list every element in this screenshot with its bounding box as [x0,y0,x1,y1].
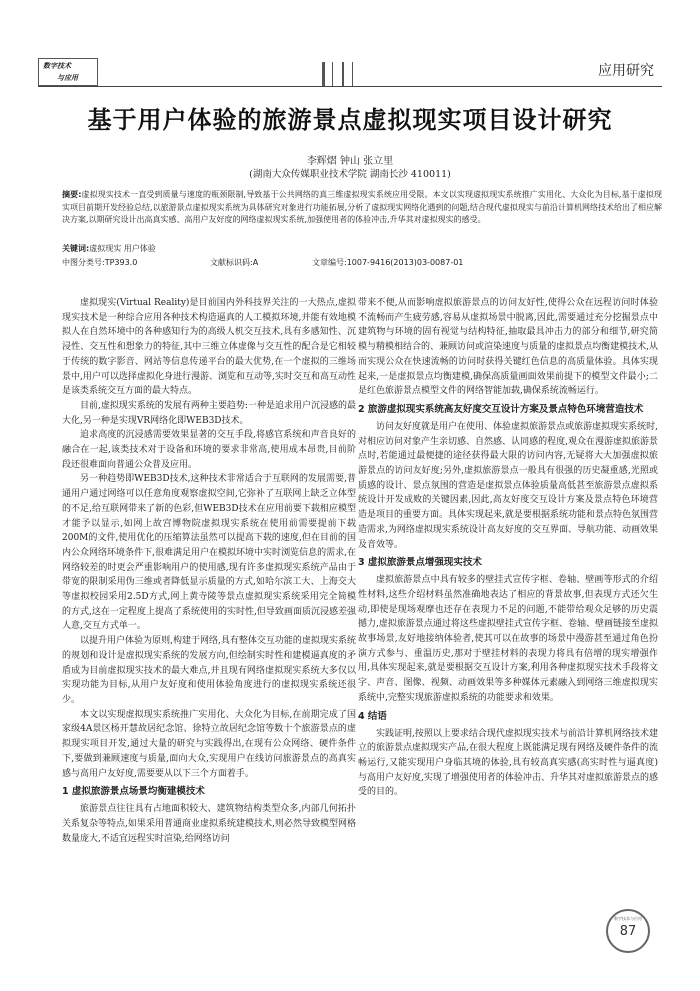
paragraph: 实践证明,按照以上要求结合现代虚拟现实技术与前沿计算机网络技术建立的旅游景点虚拟现实产品,在很大程度上既能满足现有网络及硬件条件的流畅运行,又能实现用户身临其境的体验,具有较高真实感(高实时性与逼真度)与高用户友好度,实现了增强使用者的体验冲击、升华其对虚拟旅游景点的感受的目的。 [358,728,658,798]
page-number-badge [606,909,650,953]
body-left-column [62,296,356,846]
affiliation: (湖南大众传媒职业技术学院 湖南长沙 410011) [249,169,451,180]
section-heading-4: 4 结语 [358,710,387,722]
section-label: 应用研究 [598,63,654,79]
abstract [62,189,662,227]
abstract-label: 摘要: [62,190,82,199]
section-heading-3: 3 虚拟旅游景点增强现实技术 [358,557,482,569]
paragraph: 带来不便,从而影响虚拟旅游景点的访问友好性,使得公众在远程访问时体验不流畅而产生疲劳感,容易从虚拟场景中脱离,因此,需要通过充分挖掘景点中建筑物与环境的固有视觉与结构特征,抽取最具冲击力的部分和细节,研究简模与精模相结合的、兼顾访问或渲染速度与质量的虚拟景点均衡建模技术,从而实现公众在快速流畅的访问时获得关键红色信息的高质量体验。具体实现起来,一是虚拟景点均衡建模,确保高质量画面效果前提下的模型文件最小;二是红色旅游景点模型文件的网络智能加载,确保系统流畅运行。 [358,298,658,397]
paragraph: 另一种趋势即WEB3D技术,这种技术非常适合于互联网的发展需要,普通用户通过网络可以任意角度观察虚拟空间,它弥补了互联网上缺乏立体型的不足,给互联网带来了新的色彩,但WEB3D技术在应用前要下载相应模型才能予以显示,如网上故宫博物院虚拟现实系统在使用前需要提前下载200M的文件,使用优化的压缩算法虽然可以提高下载的速度,但在目前的国内公众网络环境条件下,很难满足用户在模拟环境中实时浏览信息的需求,在网络较差的时更会严重影响用户的使用感,现有许多虚拟现实系统产品由于带宽的限制采用伪三维或者降低显示质量的方式,如哈尔滨工大、上海交大等虚拟校园采用2.5D方式,网上黄寺陵等景点虚拟现实系统采用完全简模的方式,这在一定程度上提高了系统使用的实时性,但导致画面质沉浸感差强人意,交互方式单一。 [62,474,356,632]
paragraph: 虚拟现实(Virtual Reality)是目前国内外科技界关注的一大热点,虚拟现实技术是一种综合应用各种技术构造逼真的人工模拟环境,并能有效地模拟人在自然环境中的各种感知行为的高级人机交互技术,具有多感知性、沉浸性、交互性和想象力的特征,其中三维立体虚像与交互性的配合是它相较于传统的数字影音、网站等信息传递平台的最大优势,在一个虚拟的三维场景中,用户可以选择虚拟化身进行漫游、浏览和互动等,实时交互和高互动性是该类系统交互方面的最大特点。 [62,298,356,397]
document-code: 文献标识码:A [210,258,259,267]
body-right-column [358,296,658,800]
authors: 李辉熠 钟山 张立里 [306,156,394,167]
paragraph: 虚拟旅游景点中具有较多的壁挂式宣传字框、卷轴、壁画等形式的介绍性材料,这些介绍材料虽然准确地表达了相应的背景故事,但表现方式还欠生动,即使是现场观摩也还存在表现力不足的问题,不能带给观众足够的历史震撼力,虚拟旅游景点通过将这些虚拟壁挂式宣传字框、卷轴、壁画链接至虚拟故事场景,友好地接纳体验者,使其可以在故事的场景中漫游甚至通过角色扮演方式参与、重温历史,那对于壁挂材料的表现力将具有倍增的现实增强作用,具体实现起来,就是要根据交互设计方案,利用各种虚拟现实技术手段将文字、声音、图像、视频、动画效果等多种媒体元素融入到网络三维虚拟现实系统中,完整实现旅游虚拟系统的功能要求和效果。 [358,575,658,703]
badge-journal-text: 数字技术与应用 [614,916,642,921]
journal-name-line2: 与应用 [57,74,78,82]
journal-logo-box [38,58,98,86]
journal-name-line1: 数字技术 [43,62,71,70]
paragraph: 追求高度的沉浸感需要效果显著的交互手段,将感官系统和声音良好的融合在一起,该类技术对于设备和环境的要求非常高,使用成本昂贵,目前阶段还很难面向普通公众普及应用。 [62,430,356,470]
paragraph: 旅游景点往往具有占地面积较大、建筑物结构类型众多,内部几何拓扑关系复杂等特点,如果采用普通商业虚拟系统建模技术,则必然导致模型网格数量庞大,不适宜远程实时渲染,给网络访问 [62,804,356,844]
abstract-text: 虚拟现实技术一直受到质量与速度的瓶颈限制,导致基于公共网络的真三维虚拟现实系统应用受限。本文以实现虚拟现实系统推广实用化、大众化为目标,基于虚拟现实项目前期开发经验总结,以旅游景点虚拟现实系统为具体研究对象进行功能拓展,分析了虚拟现实网络化遇到的问题,结合现代虚拟现实与前沿计算机网络技术给出了相应解决方案,以期研究设计出高真实感、高用户友好度的网络虚拟现实系统,加强使用者的体验冲击,升华其对虚拟现实的感受。 [62,190,662,225]
section-heading-1: 1 虚拟旅游景点场景均衡建模技术 [62,786,205,798]
paper-title: 基于用户体验的旅游景点虚拟现实项目设计研究 [87,106,613,134]
keywords-text: 虚拟现实 用户体验 [89,244,156,253]
paragraph: 以提升用户体验为原则,构建于网络,具有整体交互功能的虚拟现实系统的规划和设计是虚拟现实系统的发展方向,但绘制实时性和建模逼真度的矛盾成为目前虚拟现实技术的最大难点,并且现有网络虚拟现实系统大多仅以实现功能为目标,从用户友好度和使用体验角度进行的虚拟现实系统还很少。 [62,636,356,705]
paragraph: 目前,虚拟现实系统的发展有两种主要趋势:一种是追求用户沉浸感的最大化,另一种是实现VR网络化即WEB3D技术。 [62,400,356,426]
article-number: 文章编号:1007-9416(2013)03-0087-01 [312,258,464,267]
header-decoration [322,62,362,86]
section-heading-2: 2 旅游虚拟现实系统高友好度交互设计方案及景点特色环境营造技术 [358,403,644,415]
paragraph: 本文以实现虚拟现实系统推广实用化、大众化为目标,在前期完成了国家级4A景区杨开慧故居纪念馆、徐特立故居纪念馆等数十个旅游景点的虚拟现实项目开发,通过大量的研究与实践得出,在现有公众网络、硬件条件下,要做到兼顾速度与质量,面向大众,实现用户在线访问旅游景点的高真实感与高用户友好度,需要要从以下三个方面着手。 [62,709,356,779]
page-number: 87 [619,924,637,939]
paragraph: 访问友好度就是用户在使用、体验虚拟旅游景点或旅游虚拟现实系统时,对相应访问对象产生亲切感、自然感、认同感的程度,观众在漫游虚拟旅游景点时,若能通过最便捷的途径获得最大限的访问内容,无疑将大大加强虚拟旅游景点的访问友好度;另外,虚拟旅游景点一般具有很强的历史凝重感,光照或质感的设计、景点氛围的营造是虚拟景点体验质量高低甚至旅游景点虚拟系统设计开发成败的关键因素,因此,高友好度交互设计方案及景点特色环境营造是项目的重要方面。具体实现起来,就是要根据系统功能和景点特色氛围营造需求,为网络虚拟现实系统设计高友好度的交互界面、导航功能、动画效果及音效等。 [358,421,658,550]
header-rule [38,86,662,87]
keywords-label: 关键词: [62,244,90,253]
clc-number: 中图分类号:TP393.0 [62,258,138,267]
keywords [62,243,156,254]
